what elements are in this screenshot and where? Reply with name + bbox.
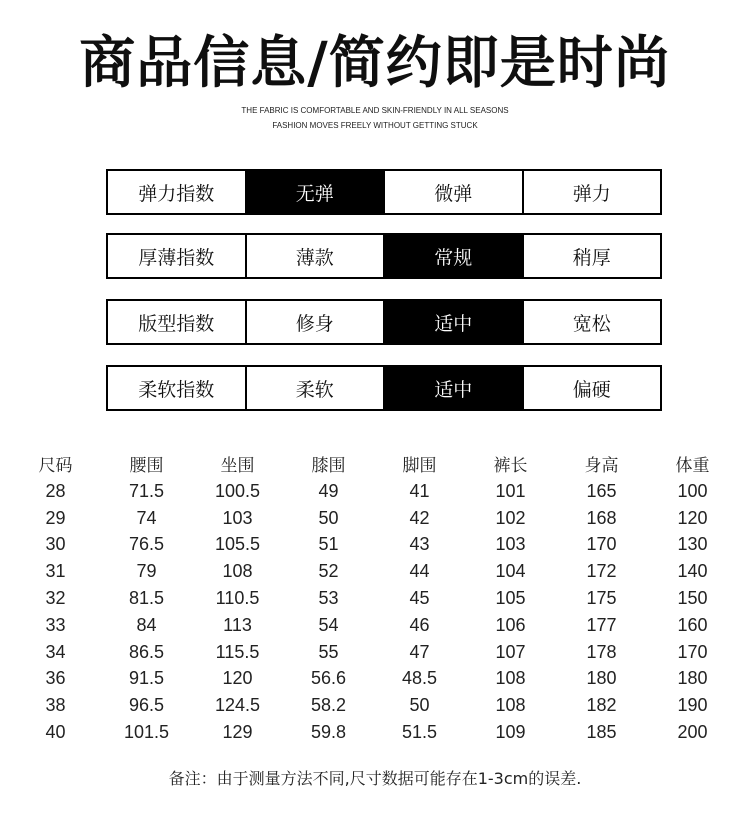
table-cell: 105 (495, 588, 526, 609)
size-table-header-cell: 膝围 (311, 455, 346, 476)
table-cell: 56.6 (310, 668, 347, 689)
table-cell: 110.5 (215, 588, 260, 609)
table-cell: 178 (586, 641, 617, 662)
table-cell: 177 (586, 614, 617, 635)
attribute-option: 薄款 (245, 235, 384, 277)
table-row (10, 666, 738, 693)
table-cell: 124.5 (214, 695, 261, 716)
table-row (10, 532, 738, 559)
table-cell: 100.5 (214, 480, 261, 501)
table-cell: 120 (222, 668, 253, 689)
size-table-header-cell: 坐围 (220, 455, 255, 476)
table-cell: 100 (677, 480, 708, 501)
table-cell: 86.5 (128, 641, 165, 662)
subtitle-line-2: FASHION MOVES FREELY WITHOUT GETTING STUCK (272, 121, 478, 130)
table-row (10, 585, 738, 612)
attribute-label: 弹力指数 (108, 171, 245, 213)
table-cell: 103 (222, 507, 253, 528)
size-table-header-row (10, 448, 738, 478)
table-cell: 51.5 (401, 722, 438, 743)
measurement-note: 备注：由于测量方法不同,尺寸数据可能存在1-3cm的误差. (168, 769, 582, 788)
table-cell: 182 (586, 695, 617, 716)
attribute-row-softness (106, 365, 662, 411)
attribute-option: 柔软 (245, 367, 384, 409)
attribute-label: 柔软指数 (108, 367, 245, 409)
attribute-label: 版型指数 (108, 301, 245, 343)
attribute-option: 适中 (383, 301, 522, 343)
attribute-label: 厚薄指数 (108, 235, 245, 277)
table-cell: 120 (677, 507, 708, 528)
table-cell: 185 (586, 722, 617, 743)
table-row (10, 558, 738, 585)
table-cell: 91.5 (128, 668, 165, 689)
table-cell: 84 (136, 614, 157, 635)
attribute-option: 无弹 (245, 171, 384, 213)
subtitle-line-1: THE FABRIC IS COMFORTABLE AND SKIN-FRIENDLY IN ALL SEASONS (241, 106, 509, 115)
table-cell: 113 (223, 614, 252, 635)
table-cell: 200 (677, 722, 708, 743)
table-cell: 109 (495, 722, 526, 743)
size-table-header-cell: 尺码 (38, 455, 73, 476)
table-cell: 36 (45, 668, 66, 689)
table-cell: 172 (586, 561, 617, 582)
table-cell: 51 (318, 534, 339, 555)
table-cell: 76.5 (128, 534, 165, 555)
table-cell: 29 (45, 507, 66, 528)
table-cell: 50 (409, 695, 430, 716)
table-row (10, 639, 738, 666)
table-cell: 38 (45, 695, 66, 716)
table-cell: 49 (318, 480, 339, 501)
table-cell: 105.5 (214, 534, 261, 555)
table-cell: 74 (136, 507, 157, 528)
table-cell: 180 (586, 668, 617, 689)
attribute-row-thickness (106, 233, 662, 279)
table-cell: 107 (495, 641, 526, 662)
attribute-option: 修身 (245, 301, 384, 343)
table-row (10, 692, 738, 719)
table-cell: 104 (495, 561, 526, 582)
table-cell: 33 (45, 614, 66, 635)
table-cell: 150 (677, 588, 708, 609)
table-cell: 170 (586, 534, 617, 555)
table-cell: 190 (677, 695, 708, 716)
table-cell: 30 (45, 534, 66, 555)
table-cell: 41 (409, 480, 430, 501)
table-cell: 108 (495, 695, 526, 716)
table-cell: 103 (495, 534, 526, 555)
table-row (10, 719, 738, 746)
table-cell: 28 (45, 480, 66, 501)
table-cell: 101 (495, 480, 526, 501)
table-cell: 160 (677, 614, 708, 635)
table-cell: 43 (409, 534, 430, 555)
attribute-option: 偏硬 (522, 367, 661, 409)
table-cell: 48.5 (401, 668, 438, 689)
table-cell: 106 (495, 614, 526, 635)
table-row (10, 478, 738, 505)
table-cell: 140 (677, 561, 708, 582)
size-table-header-cell: 裤长 (493, 455, 528, 476)
table-cell: 52 (318, 561, 339, 582)
table-cell: 53 (318, 588, 339, 609)
size-table-header-cell: 体重 (675, 455, 710, 476)
attribute-row-elasticity (106, 169, 662, 215)
table-cell: 108 (495, 668, 526, 689)
table-cell: 170 (677, 641, 708, 662)
table-cell: 31 (45, 561, 66, 582)
page-title: 商品信息/简约即是时尚 (79, 31, 671, 96)
table-cell: 101.5 (123, 722, 170, 743)
table-cell: 55 (318, 641, 339, 662)
attribute-option: 常规 (383, 235, 522, 277)
attribute-row-fit (106, 299, 662, 345)
table-cell: 40 (45, 722, 66, 743)
table-cell: 180 (677, 668, 708, 689)
attribute-option: 宽松 (522, 301, 661, 343)
table-cell: 50 (318, 507, 339, 528)
table-cell: 45 (409, 588, 430, 609)
size-table-header-cell: 脚围 (402, 455, 437, 476)
table-cell: 59.8 (310, 722, 347, 743)
size-table-header-cell: 身高 (584, 455, 619, 476)
table-cell: 175 (586, 588, 617, 609)
table-cell: 108 (222, 561, 253, 582)
table-cell: 168 (586, 507, 617, 528)
size-table-header-cell: 腰围 (129, 455, 164, 476)
table-cell: 79 (136, 561, 157, 582)
table-cell: 42 (409, 507, 430, 528)
table-cell: 81.5 (128, 588, 165, 609)
table-cell: 115.5 (215, 641, 260, 662)
table-cell: 58.2 (310, 695, 347, 716)
attribute-option: 微弹 (383, 171, 522, 213)
table-cell: 96.5 (128, 695, 165, 716)
table-cell: 46 (409, 614, 430, 635)
table-cell: 71.5 (128, 480, 165, 501)
attribute-option: 弹力 (522, 171, 661, 213)
table-cell: 165 (586, 480, 617, 501)
table-cell: 44 (409, 561, 430, 582)
table-cell: 54 (318, 614, 339, 635)
table-row (10, 612, 738, 639)
size-table (10, 448, 738, 746)
table-cell: 32 (45, 588, 66, 609)
table-cell: 34 (45, 641, 66, 662)
table-cell: 129 (222, 722, 253, 743)
table-cell: 130 (677, 534, 708, 555)
table-row (10, 505, 738, 532)
table-cell: 102 (495, 507, 526, 528)
attribute-option: 稍厚 (522, 235, 661, 277)
attribute-option: 适中 (383, 367, 522, 409)
table-cell: 47 (409, 641, 430, 662)
